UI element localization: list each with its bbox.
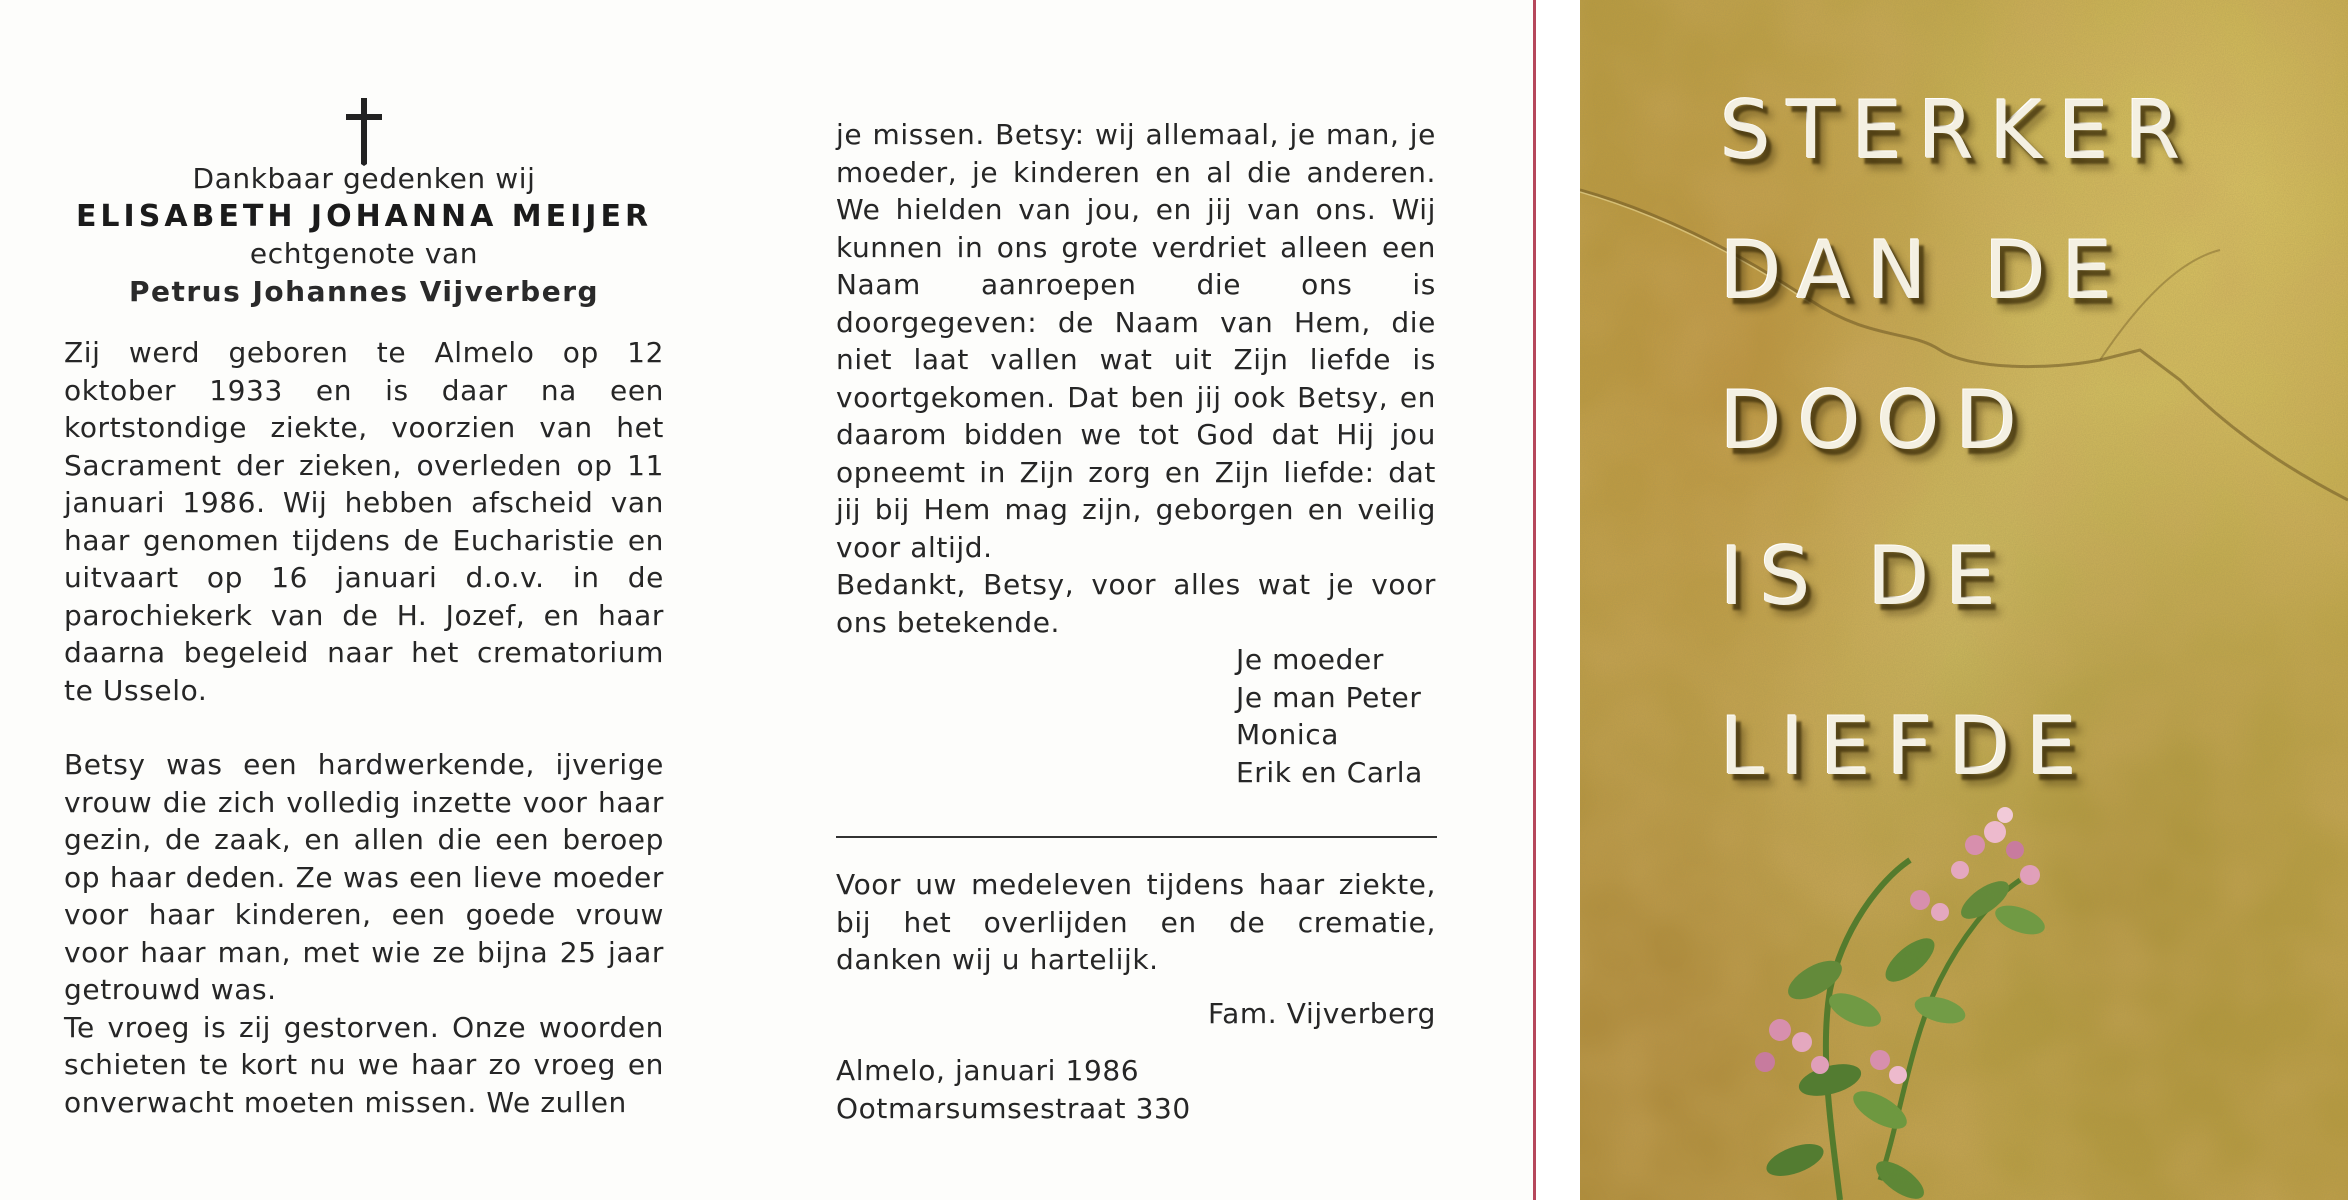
spouse-name: Petrus Johannes Vijverberg: [128, 274, 600, 308]
left-column: [64, 98, 664, 1121]
condolence-thanks: Voor uw medeleven tijdens haar ziekte, bij het overlijden en de crematie, danken wij u hartelijk.: [836, 868, 1436, 976]
cover-title-line: DAN DE: [1720, 224, 2129, 317]
intro-text: Dankbaar gedenken wij: [192, 162, 536, 195]
cover-photo: [1580, 0, 2348, 1200]
signers-list: [1236, 641, 1436, 791]
family-signature: Fam. Vijverberg: [1208, 996, 1436, 1030]
cover-title-line: IS DE: [1720, 530, 2012, 623]
farewell-paragraph: Te vroeg is zij gestorven. Onze woorden schieten te kort nu we haar zo vroeg en onverwacht moeten missen. We zullen: [64, 1010, 664, 1119]
signer: Monica: [1236, 718, 1339, 751]
street-address: Ootmarsumsestraat 330: [836, 1091, 1191, 1125]
spouse-prefix: echtgenote van: [249, 237, 479, 270]
cross-icon: [64, 98, 664, 154]
middle-column: [836, 116, 1436, 1127]
divider: [836, 836, 1437, 838]
deceased-name: ELISABETH JOHANNA MEIJER: [75, 198, 653, 234]
cover-title-line: LIEFDE: [1720, 700, 2093, 793]
signer: Je moeder: [1236, 643, 1384, 676]
signer: Erik en Carla: [1236, 755, 1423, 789]
character-paragraph: Betsy was een hardwerkende, ijverige vrouw die zich volledig inzette voor haar gezin, de zaak, en allen die een beroep op haar deden. Ze was een lieve moeder voor haar kinderen, een goede vrouw voor haar man, met wie ze bijna 25 jaar getrouwd was.: [64, 748, 664, 1006]
place-date: Almelo, januari 1986: [836, 1054, 1140, 1087]
page-gap: [1536, 0, 1580, 1200]
place-and-address: [836, 1052, 1436, 1127]
thanks-betsy-paragraph: Bedankt, Betsy, voor alles wat je voor ons betekende.: [836, 568, 1436, 639]
tribute-paragraph: je missen. Betsy: wij allemaal, je man, je moeder, je kinderen en al die anderen. We hielden van jou, en jij van ons. Wij kunnen in ons grote verdriet alleen een Naam aanroepen die ons is doorgegeven: de Naam van Hem, die niet laat vallen wat uit Zijn liefde is voortgekomen. Dat ben jij ook Betsy, en daarom bidden we tot God dat Hij jou opneemt in Zijn zorg en Zijn liefde: dat jij bij Hem mag zijn, geborgen en veilig voor altijd.: [836, 118, 1436, 564]
signer: Je man Peter: [1236, 680, 1422, 714]
biography-paragraph: Zij werd geboren te Almelo op 12 oktober 1933 en is daar na een kortstondige ziekte, voorzien van het Sacrament der zieken, overleden op 11 januari 1986. Wij hebben afscheid van haar genomen tijdens de Eucharistie en uitvaart op 16 januari d.o.v. in de parochiekerk van de H. Jozef, en haar daarna begeleid naar het crematorium te Usselo.: [64, 336, 664, 707]
cover-title-line: DOOD: [1720, 374, 2034, 467]
cover-title-line: STERKER: [1720, 84, 2197, 177]
